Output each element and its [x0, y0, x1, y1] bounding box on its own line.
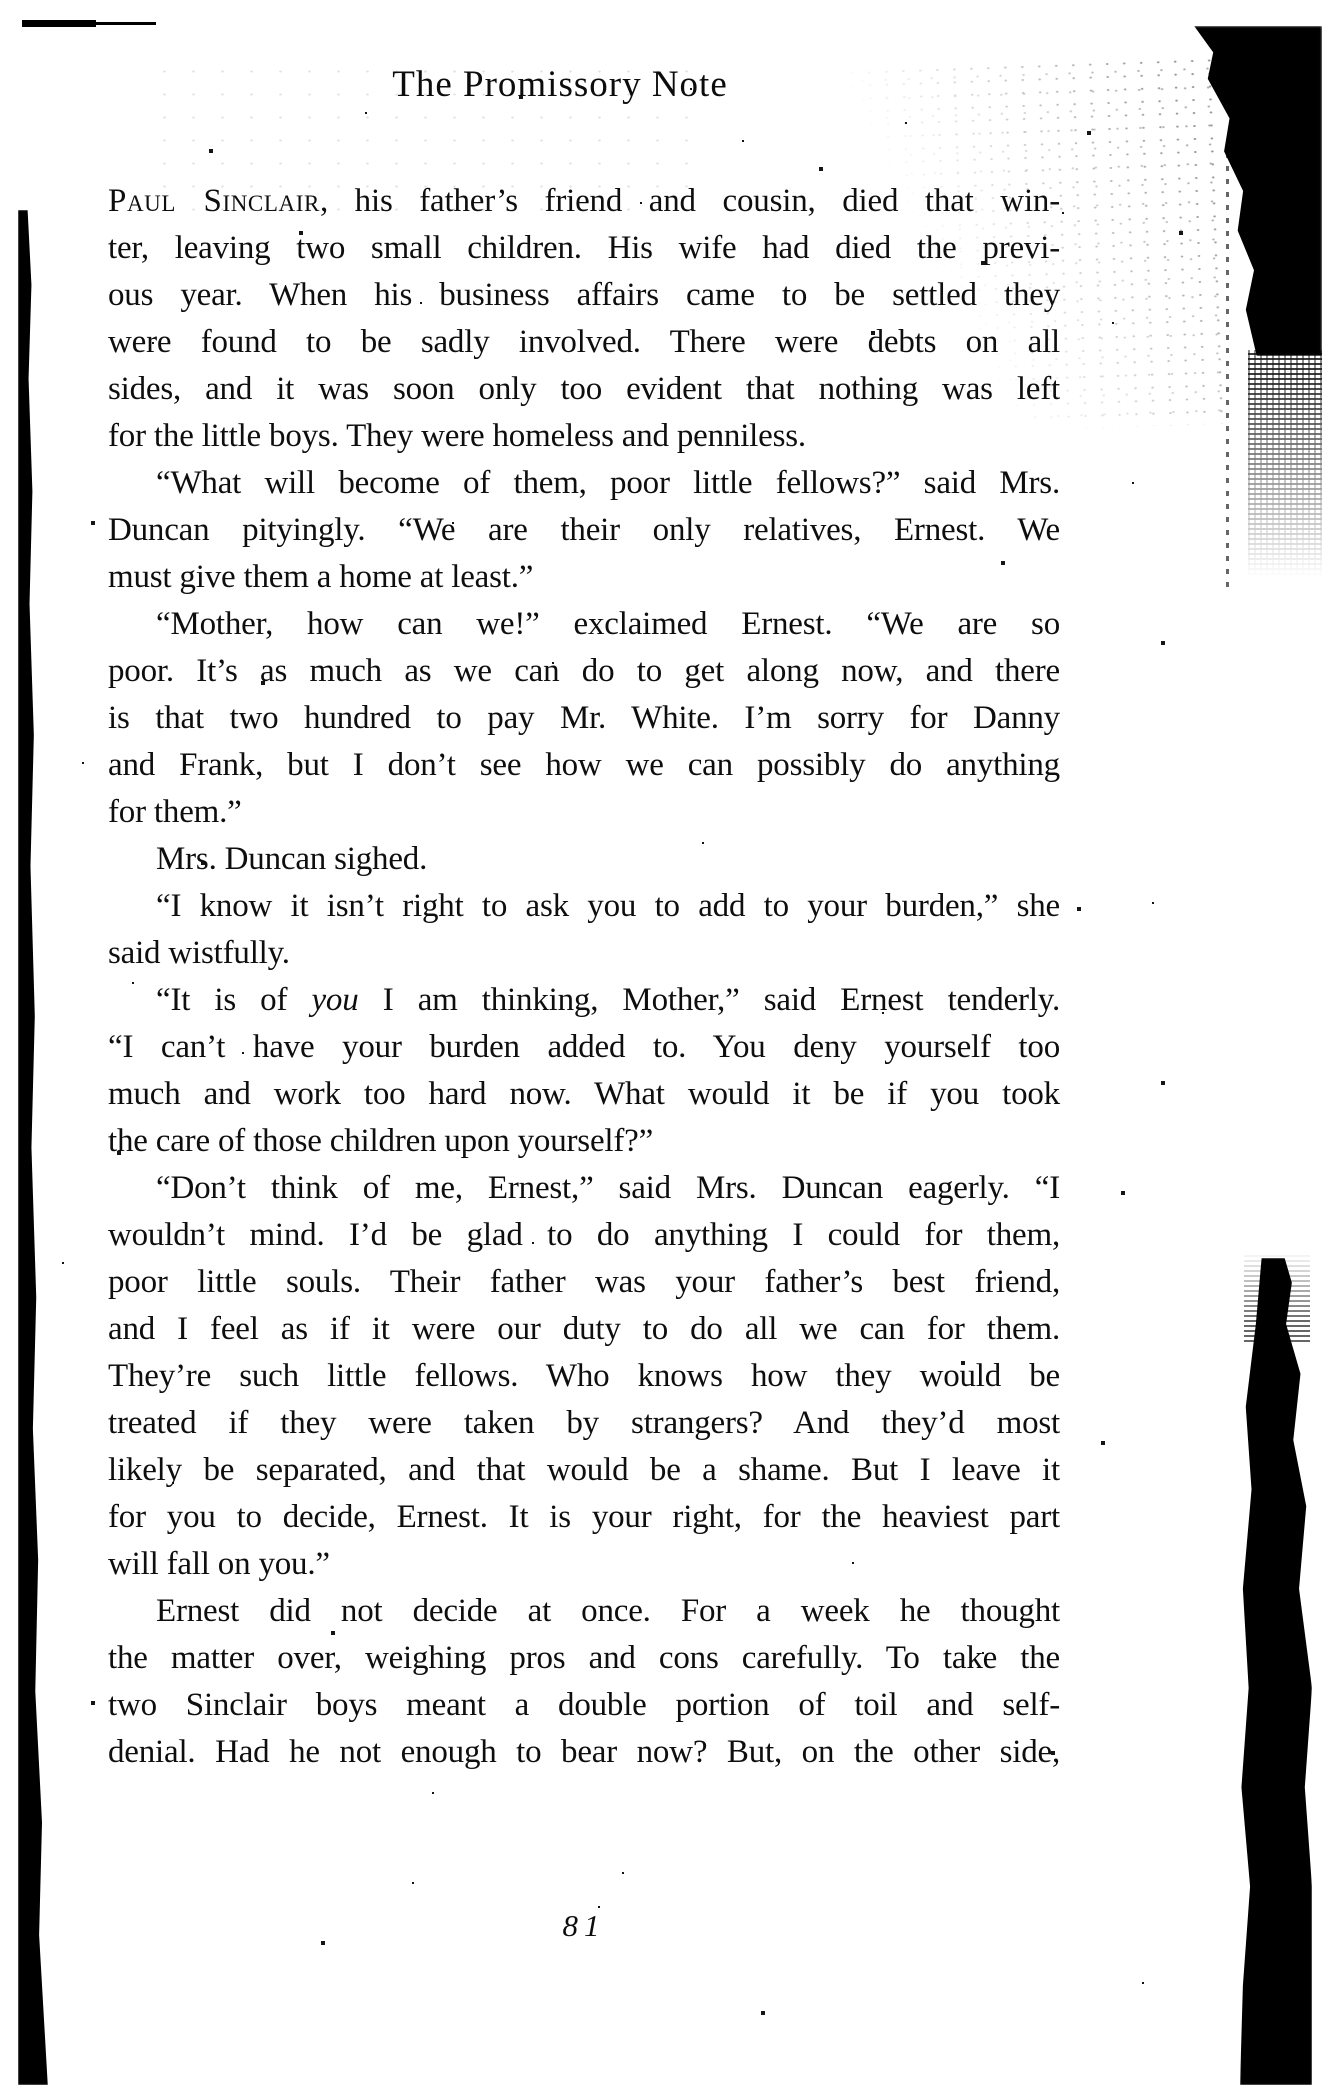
- page-body: [108, 178, 1060, 1776]
- text-segment: ous year. When his business affairs came to be settled they: [108, 277, 1060, 313]
- text-segment: and Frank, but I don’t see how we can possibly do anything: [108, 747, 1060, 783]
- text-segment: “I know it isn’t right to ask you to add to your burden,” she: [156, 888, 1060, 924]
- text-segment: poor. It’s as much as we can do to get along now, and there: [108, 653, 1060, 689]
- scan-speckles: [0, 0, 2, 2]
- text-line: [108, 1635, 1060, 1682]
- text-segment: They’re such little fellows. Who knows how they would be: [108, 1358, 1060, 1394]
- scan-artifact-right-hatch: [1248, 350, 1322, 590]
- text-segment: will fall on you.”: [108, 1546, 330, 1582]
- text-line: [108, 1024, 1060, 1071]
- text-line: [108, 1494, 1060, 1541]
- text-line: [108, 1541, 1060, 1588]
- text-line: [108, 1353, 1060, 1400]
- text-line: [108, 789, 1060, 836]
- text-line: [108, 366, 1060, 413]
- text-segment: “What will become of them, poor little fellows?” said Mrs.: [156, 465, 1060, 501]
- text-line: [108, 1118, 1060, 1165]
- text-line: [108, 1729, 1060, 1776]
- text-line: [108, 319, 1060, 366]
- text-segment: and I feel as if it were our duty to do all we can for them.: [108, 1311, 1060, 1347]
- page-number: 81: [562, 1908, 606, 1943]
- text-line: [108, 272, 1060, 319]
- text-segment: “I can’t have your burden added to. You deny yourself too: [108, 1029, 1060, 1065]
- text-line: [108, 695, 1060, 742]
- text-line: [108, 1588, 1060, 1635]
- text-segment: much and work too hard now. What would it be if you took: [108, 1076, 1060, 1112]
- page-title: The Promissory Note: [392, 64, 728, 105]
- scan-artifact-top-line: [22, 20, 96, 27]
- text-line: [108, 977, 1060, 1024]
- text-line: [108, 1259, 1060, 1306]
- text-line: [108, 1212, 1060, 1259]
- text-line: [108, 554, 1060, 601]
- text-line: [108, 648, 1060, 695]
- text-line: [108, 930, 1060, 977]
- text-segment: likely be separated, and that would be a shame. But I leave it: [108, 1452, 1060, 1488]
- text-segment: “It is of: [156, 982, 312, 1018]
- text-segment: denial. Had he not enough to bear now? But, on the other side,: [108, 1734, 1060, 1770]
- text-segment: for the little boys. They were homeless and penniless.: [108, 418, 806, 454]
- text-line: [108, 460, 1060, 507]
- text-segment: said wistfully.: [108, 935, 290, 971]
- text-line: [108, 601, 1060, 648]
- text-segment: the matter over, weighing pros and cons carefully. To take the: [108, 1640, 1060, 1676]
- text-line: [108, 1071, 1060, 1118]
- text-line: [108, 413, 1060, 460]
- text-line: [108, 1165, 1060, 1212]
- text-segment: “Mother, how can we!” exclaimed Ernest. “We are so: [156, 606, 1060, 642]
- text-segment: for you to decide, Ernest. It is your right, for the heaviest part: [108, 1499, 1060, 1535]
- text-segment: I am thinking, Mother,” said Ernest tenderly.: [358, 982, 1060, 1018]
- scan-artifact-dotted-line: [1226, 140, 1229, 590]
- text-line: [108, 836, 1060, 883]
- text-segment: sides, and it was soon only too evident that nothing was left: [108, 371, 1060, 407]
- text-segment: treated if they were taken by strangers? And they’d most: [108, 1405, 1060, 1441]
- text-line: [108, 883, 1060, 930]
- text-line: [108, 1306, 1060, 1353]
- text-segment: Ernest did not decide at once. For a week he thought: [156, 1593, 1060, 1629]
- text-line: [108, 225, 1060, 272]
- text-segment: Duncan pityingly. “We are their only relatives, Ernest. We: [108, 512, 1060, 548]
- text-segment: two Sinclair boys meant a double portion of toil and self-: [108, 1687, 1060, 1723]
- text-line: [108, 742, 1060, 789]
- text-line: [108, 1447, 1060, 1494]
- text-segment: “Don’t think of me, Ernest,” said Mrs. Duncan eagerly. “I: [156, 1170, 1060, 1206]
- emphasized-word: you: [311, 982, 359, 1018]
- text-segment: must give them a home at least.”: [108, 559, 534, 595]
- text-line: [108, 1682, 1060, 1729]
- text-segment: ter, leaving two small children. His wife had died the previ-: [108, 230, 1060, 266]
- scan-artifact-top-line-thin: [94, 22, 156, 25]
- text-segment: Mrs. Duncan sighed.: [156, 841, 428, 877]
- scan-artifact-left-band: [18, 210, 66, 2085]
- text-segment: is that two hundred to pay Mr. White. I’m sorry for Danny: [108, 700, 1060, 736]
- text-segment: wouldn’t mind. I’d be glad to do anything I could for them,: [108, 1217, 1060, 1253]
- text-segment: were found to be sadly involved. There were debts on all: [108, 324, 1060, 360]
- character-name-smallcaps: Paul Sinclair: [108, 183, 320, 219]
- text-segment: , his father’s friend and cousin, died that win-: [319, 183, 1060, 219]
- text-segment: the care of those children upon yourself?”: [108, 1123, 654, 1159]
- text-segment: poor little souls. Their father was your father’s best friend,: [108, 1264, 1060, 1300]
- scan-artifact-right-bottom-band: [1240, 1258, 1312, 2085]
- text-line: [108, 178, 1060, 225]
- text-segment: for them.”: [108, 794, 242, 830]
- text-line: [108, 1400, 1060, 1447]
- text-line: [108, 507, 1060, 554]
